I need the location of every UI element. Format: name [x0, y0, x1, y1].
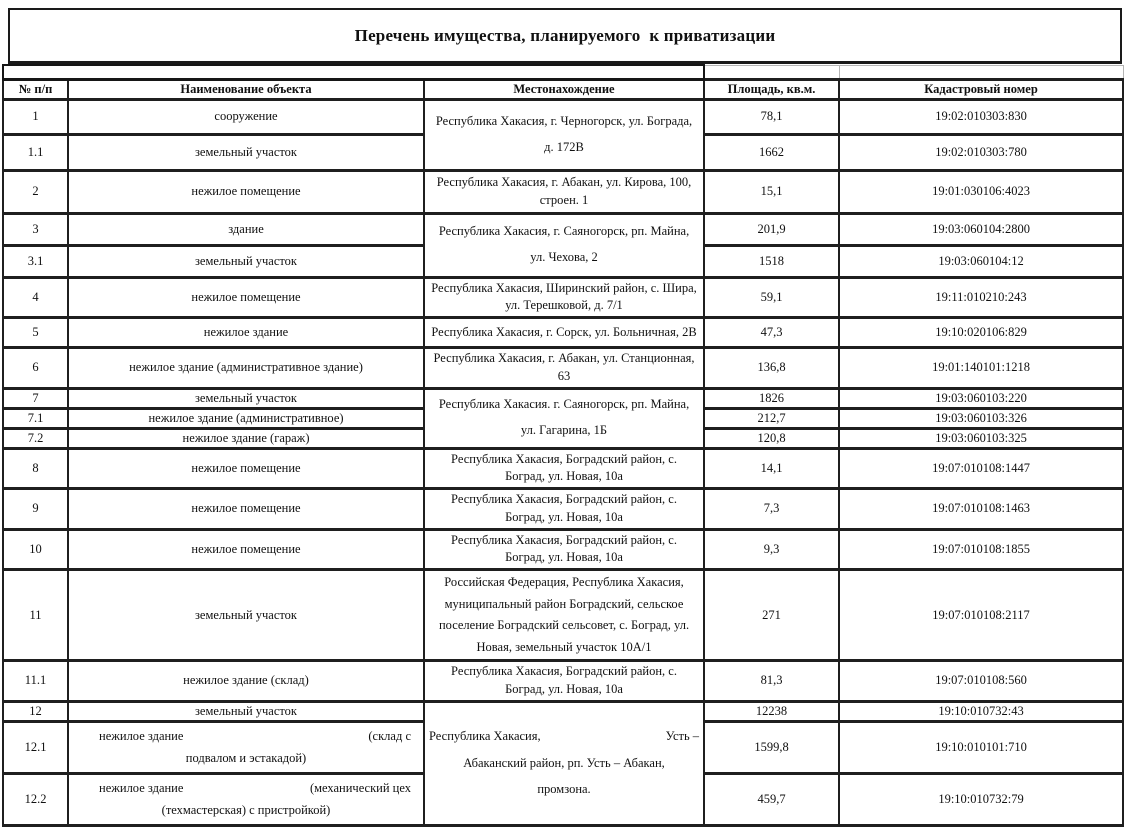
cell-object-name [68, 773, 424, 825]
cell-area: 212,7 [704, 408, 839, 428]
row-3 [3, 213, 1123, 245]
name-line-2: подвалом и эстакадой) [185, 751, 307, 765]
col-header-num: № п/п [3, 79, 68, 99]
cell-location: Республика Хакасия, Ширинский район, с. Шира, ул. Терешковой, д. 7/1 [424, 277, 704, 318]
cell-cadastral: 19:07:010108:1463 [839, 489, 1123, 530]
cell-location: Республика Хакасия, г. Черногорск, ул. Бограда, д. 172В [424, 99, 704, 170]
header-row [3, 79, 1123, 99]
cell-num: 12 [3, 701, 68, 721]
cell-cadastral: 19:10:010732:79 [839, 773, 1123, 825]
cell-object-name: нежилое помещение [68, 489, 424, 530]
cell-area: 78,1 [704, 99, 839, 134]
cell-object-name: нежилое помещение [68, 529, 424, 570]
cell-object-name: земельный участок [68, 388, 424, 408]
col-header-area: Площадь, кв.м. [704, 79, 839, 99]
cell-location: Республика Хакасия, г. Абакан, ул. Кирова, 100, строен. 1 [424, 170, 704, 213]
row-4 [3, 277, 1123, 318]
cell-cadastral: 19:10:010732:43 [839, 701, 1123, 721]
cell-area: 59,1 [704, 277, 839, 318]
cell-object-name: нежилое здание (гараж) [68, 428, 424, 448]
spacer-cell-cadastral [839, 65, 1123, 79]
cell-num: 12.2 [3, 773, 68, 825]
cell-location: Республика Хакасия, Боградский район, с. Боград, ул. Новая, 10а [424, 529, 704, 570]
cell-num: 3.1 [3, 245, 68, 277]
cell-cadastral: 19:07:010108:1447 [839, 448, 1123, 489]
cell-object-name: земельный участок [68, 701, 424, 721]
cell-object-name: земельный участок [68, 570, 424, 661]
cell-area: 14,1 [704, 448, 839, 489]
cell-object-name: здание [68, 213, 424, 245]
cell-location: Республика Хакасия, Боградский район, с. Боград, ул. Новая, 10а [424, 448, 704, 489]
row-6 [3, 348, 1123, 389]
name-line-1: нежилое здание (механический цех [99, 780, 411, 795]
cell-area: 1518 [704, 245, 839, 277]
cell-area: 15,1 [704, 170, 839, 213]
cell-area: 1826 [704, 388, 839, 408]
cell-num: 1.1 [3, 134, 68, 170]
location-line-3: промзона. [537, 782, 591, 797]
cell-num: 7.2 [3, 428, 68, 448]
cell-cadastral: 19:11:010210:243 [839, 277, 1123, 318]
document-title: Перечень имущества, планируемого к приватизации [354, 25, 776, 45]
cell-object-name: сооружение [68, 99, 424, 134]
cell-object-name: нежилое здание [68, 318, 424, 348]
cell-num: 3 [3, 213, 68, 245]
cell-num: 6 [3, 348, 68, 389]
cell-location: Российская Федерация, Республика Хакасия, муниципальный район Боградский, сельское поселение Боградский сельсовет, с. Боград, ул. Новая, земельный участок 10А/1 [424, 570, 704, 661]
cell-object-name [68, 721, 424, 773]
cell-location: Республика Хакасия. г. Саяногорск, рп. Майна, ул. Гагарина, 1Б [424, 388, 704, 448]
spacer-row [3, 65, 1123, 79]
col-header-object-name: Наименование объекта [68, 79, 424, 99]
cell-area: 12238 [704, 701, 839, 721]
cell-cadastral: 19:10:020106:829 [839, 318, 1123, 348]
title-box [8, 8, 1122, 64]
cell-area: 136,8 [704, 348, 839, 389]
name-line-1: нежилое здание (склад с [99, 728, 411, 743]
privatization-table [2, 64, 1124, 827]
row-2 [3, 170, 1123, 213]
spacer-cell-main [3, 65, 704, 79]
cell-num: 2 [3, 170, 68, 213]
cell-location: Республика Хакасия, Боградский район, с. Боград, ул. Новая, 10а [424, 661, 704, 702]
cell-cadastral: 19:03:060103:326 [839, 408, 1123, 428]
cell-location: Республика Хакасия, г. Абакан, ул. Станционная, 63 [424, 348, 704, 389]
cell-area: 459,7 [704, 773, 839, 825]
cell-cadastral: 19:03:060103:325 [839, 428, 1123, 448]
col-header-cadastral: Кадастровый номер [839, 79, 1123, 99]
row-7 [3, 388, 1123, 408]
document-page [0, 8, 1141, 817]
cell-object-name: нежилое здание (административное здание) [68, 348, 424, 389]
cell-num: 1 [3, 99, 68, 134]
cell-num: 9 [3, 489, 68, 530]
cell-area: 47,3 [704, 318, 839, 348]
row-8 [3, 448, 1123, 489]
cell-cadastral: 19:03:060104:2800 [839, 213, 1123, 245]
row-10 [3, 529, 1123, 570]
cell-num: 5 [3, 318, 68, 348]
name-line-2: (техмастерская) с пристройкой) [161, 803, 331, 817]
location-line-1: Республика Хакасия, Усть – [429, 728, 700, 743]
cell-area: 7,3 [704, 489, 839, 530]
cell-object-name: нежилое помещение [68, 170, 424, 213]
location-line-2: Абаканский район, рп. Усть – Абакан, [463, 755, 665, 770]
cell-object-name: нежилое здание (административное) [68, 408, 424, 428]
cell-location: Республика Хакасия, г. Саяногорск, рп. Майна, ул. Чехова, 2 [424, 213, 704, 277]
row-11 [3, 570, 1123, 661]
cell-area: 271 [704, 570, 839, 661]
cell-cadastral: 19:03:060104:12 [839, 245, 1123, 277]
col-header-location: Местонахождение [424, 79, 704, 99]
row-12 [3, 701, 1123, 721]
row-11-1 [3, 661, 1123, 702]
spacer-cell-area [704, 65, 839, 79]
cell-num: 7 [3, 388, 68, 408]
cell-object-name: нежилое помещение [68, 448, 424, 489]
cell-cadastral: 19:02:010303:830 [839, 99, 1123, 134]
cell-num: 4 [3, 277, 68, 318]
cell-area: 120,8 [704, 428, 839, 448]
row-1 [3, 99, 1123, 134]
row-9 [3, 489, 1123, 530]
cell-num: 7.1 [3, 408, 68, 428]
cell-object-name: земельный участок [68, 134, 424, 170]
cell-area: 201,9 [704, 213, 839, 245]
cell-cadastral: 19:01:030106:4023 [839, 170, 1123, 213]
cell-num: 11.1 [3, 661, 68, 702]
cell-area: 81,3 [704, 661, 839, 702]
row-5 [3, 318, 1123, 348]
cell-object-name: нежилое помещение [68, 277, 424, 318]
cell-cadastral: 19:02:010303:780 [839, 134, 1123, 170]
cell-location: Республика Хакасия, г. Сорск, ул. Больничная, 2В [424, 318, 704, 348]
cell-area: 9,3 [704, 529, 839, 570]
cell-cadastral: 19:07:010108:1855 [839, 529, 1123, 570]
cell-area: 1662 [704, 134, 839, 170]
cell-area: 1599,8 [704, 721, 839, 773]
cell-cadastral: 19:03:060103:220 [839, 388, 1123, 408]
cell-num: 12.1 [3, 721, 68, 773]
cell-location [424, 701, 704, 825]
cell-cadastral: 19:10:010101:710 [839, 721, 1123, 773]
cell-cadastral: 19:07:010108:560 [839, 661, 1123, 702]
cell-cadastral: 19:07:010108:2117 [839, 570, 1123, 661]
cell-location: Республика Хакасия, Боградский район, с. Боград, ул. Новая, 10а [424, 489, 704, 530]
cell-num: 8 [3, 448, 68, 489]
cell-object-name: земельный участок [68, 245, 424, 277]
cell-num: 10 [3, 529, 68, 570]
cell-object-name: нежилое здание (склад) [68, 661, 424, 702]
cell-num: 11 [3, 570, 68, 661]
cell-cadastral: 19:01:140101:1218 [839, 348, 1123, 389]
